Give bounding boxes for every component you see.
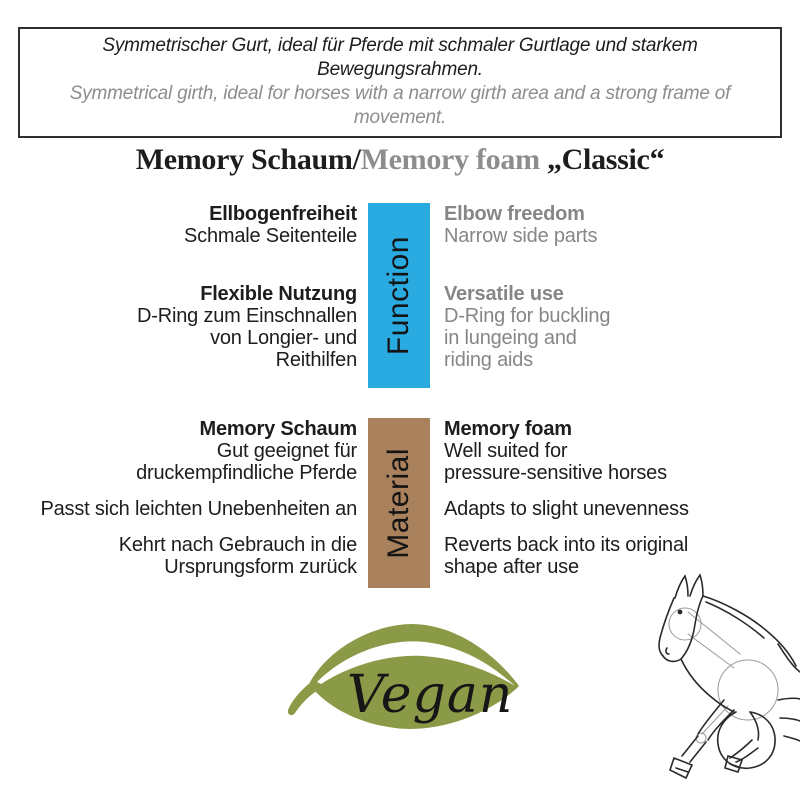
horse-nostril	[666, 648, 669, 654]
feature-line: Reithilfen	[275, 349, 357, 371]
function-section	[0, 203, 800, 388]
feature-line: Gut geeignet für	[216, 440, 357, 462]
horse-eye	[678, 610, 683, 615]
horse-jaw	[681, 596, 703, 659]
horse-throat	[681, 659, 734, 712]
feature-unevenness-de	[0, 498, 357, 520]
vegan-badge	[283, 612, 543, 747]
horse-body-lines	[778, 698, 800, 741]
material-color-box	[368, 418, 430, 588]
feature-flexible-use-de	[0, 283, 357, 371]
feature-line: Passt sich leichten Unebenheiten an	[40, 498, 357, 520]
vegan-leaf-icon	[283, 612, 543, 747]
feature-line: pressure-sensitive horses	[444, 462, 667, 484]
horse-mane-line	[706, 602, 764, 638]
function-label-column	[368, 203, 430, 388]
material-label-column	[368, 418, 430, 588]
function-label: Function	[382, 235, 415, 356]
horse-hoof	[725, 756, 742, 772]
function-color-box	[368, 203, 430, 388]
feature-reverts-de	[0, 534, 357, 578]
horse-ear	[675, 576, 688, 598]
feature-title: Flexible Nutzung	[200, 283, 357, 305]
feature-line: D-Ring zum Einschnallen	[137, 305, 357, 327]
sketch-guide	[669, 608, 701, 640]
banner-text-english: Symmetrical girth, ideal for horses with a narrow girth area and a strong frame of movement.	[69, 83, 731, 128]
horse-drawing-icon	[628, 572, 800, 800]
feature-line: druckempfindliche Pferde	[136, 462, 357, 484]
feature-title: Memory Schaum	[199, 418, 357, 440]
feature-line: riding aids	[444, 349, 533, 371]
feature-line: Narrow side parts	[444, 225, 598, 247]
banner-text-german: Symmetrischer Gurt, ideal für Pferde mit schmaler Gurtlage und starkem Bewegungsrahmen.	[102, 35, 698, 80]
sketch-guide	[718, 660, 778, 720]
material-english-column	[444, 418, 800, 578]
material-section	[0, 418, 800, 588]
feature-title: Versatile use	[444, 283, 564, 305]
feature-title: Ellbogenfreiheit	[209, 203, 357, 225]
feature-memory-foam-de	[0, 418, 357, 484]
feature-elbow-freedom-de	[0, 203, 357, 247]
horse-face	[659, 598, 674, 656]
vegan-label: Vegan	[347, 665, 514, 725]
horse-sketch	[628, 572, 800, 800]
feature-elbow-freedom-en	[444, 203, 800, 247]
title-german-part: Memory Schaum/	[135, 143, 361, 176]
function-english-column	[444, 203, 800, 371]
feature-memory-foam-en	[444, 418, 800, 484]
feature-versatile-use-en	[444, 283, 800, 371]
feature-line: in lungeing and	[444, 327, 577, 349]
feature-title: Elbow freedom	[444, 203, 585, 225]
horse-cannon	[682, 736, 706, 762]
page-title	[0, 142, 800, 178]
feature-line: D-Ring for buckling	[444, 305, 611, 327]
horse-hoof	[670, 758, 692, 778]
feature-line: Kehrt nach Gebrauch in die	[118, 534, 357, 556]
feature-line: Schmale Seitenteile	[184, 225, 357, 247]
horse-back-line	[778, 644, 800, 672]
info-banner	[18, 27, 782, 138]
material-german-column	[0, 418, 357, 578]
title-classic-suffix: „Classic“	[539, 143, 665, 176]
feature-line: Adapts to slight unevenness	[444, 498, 689, 520]
feature-line: von Longier- und	[210, 327, 357, 349]
feature-line: Well suited for	[444, 440, 568, 462]
feature-line: Reverts back into its original	[444, 534, 689, 556]
horse-ear	[690, 575, 703, 596]
feature-unevenness-en	[444, 498, 800, 520]
feature-title: Memory foam	[444, 418, 572, 440]
function-german-column	[0, 203, 357, 371]
material-label: Material	[382, 447, 415, 559]
horse-muzzle	[663, 656, 681, 661]
horse-upper-arm	[750, 712, 759, 740]
title-english-part: Memory foam	[360, 143, 540, 176]
feature-line: shape after use	[444, 556, 579, 578]
feature-line: Ursprungsform zurück	[164, 556, 357, 578]
